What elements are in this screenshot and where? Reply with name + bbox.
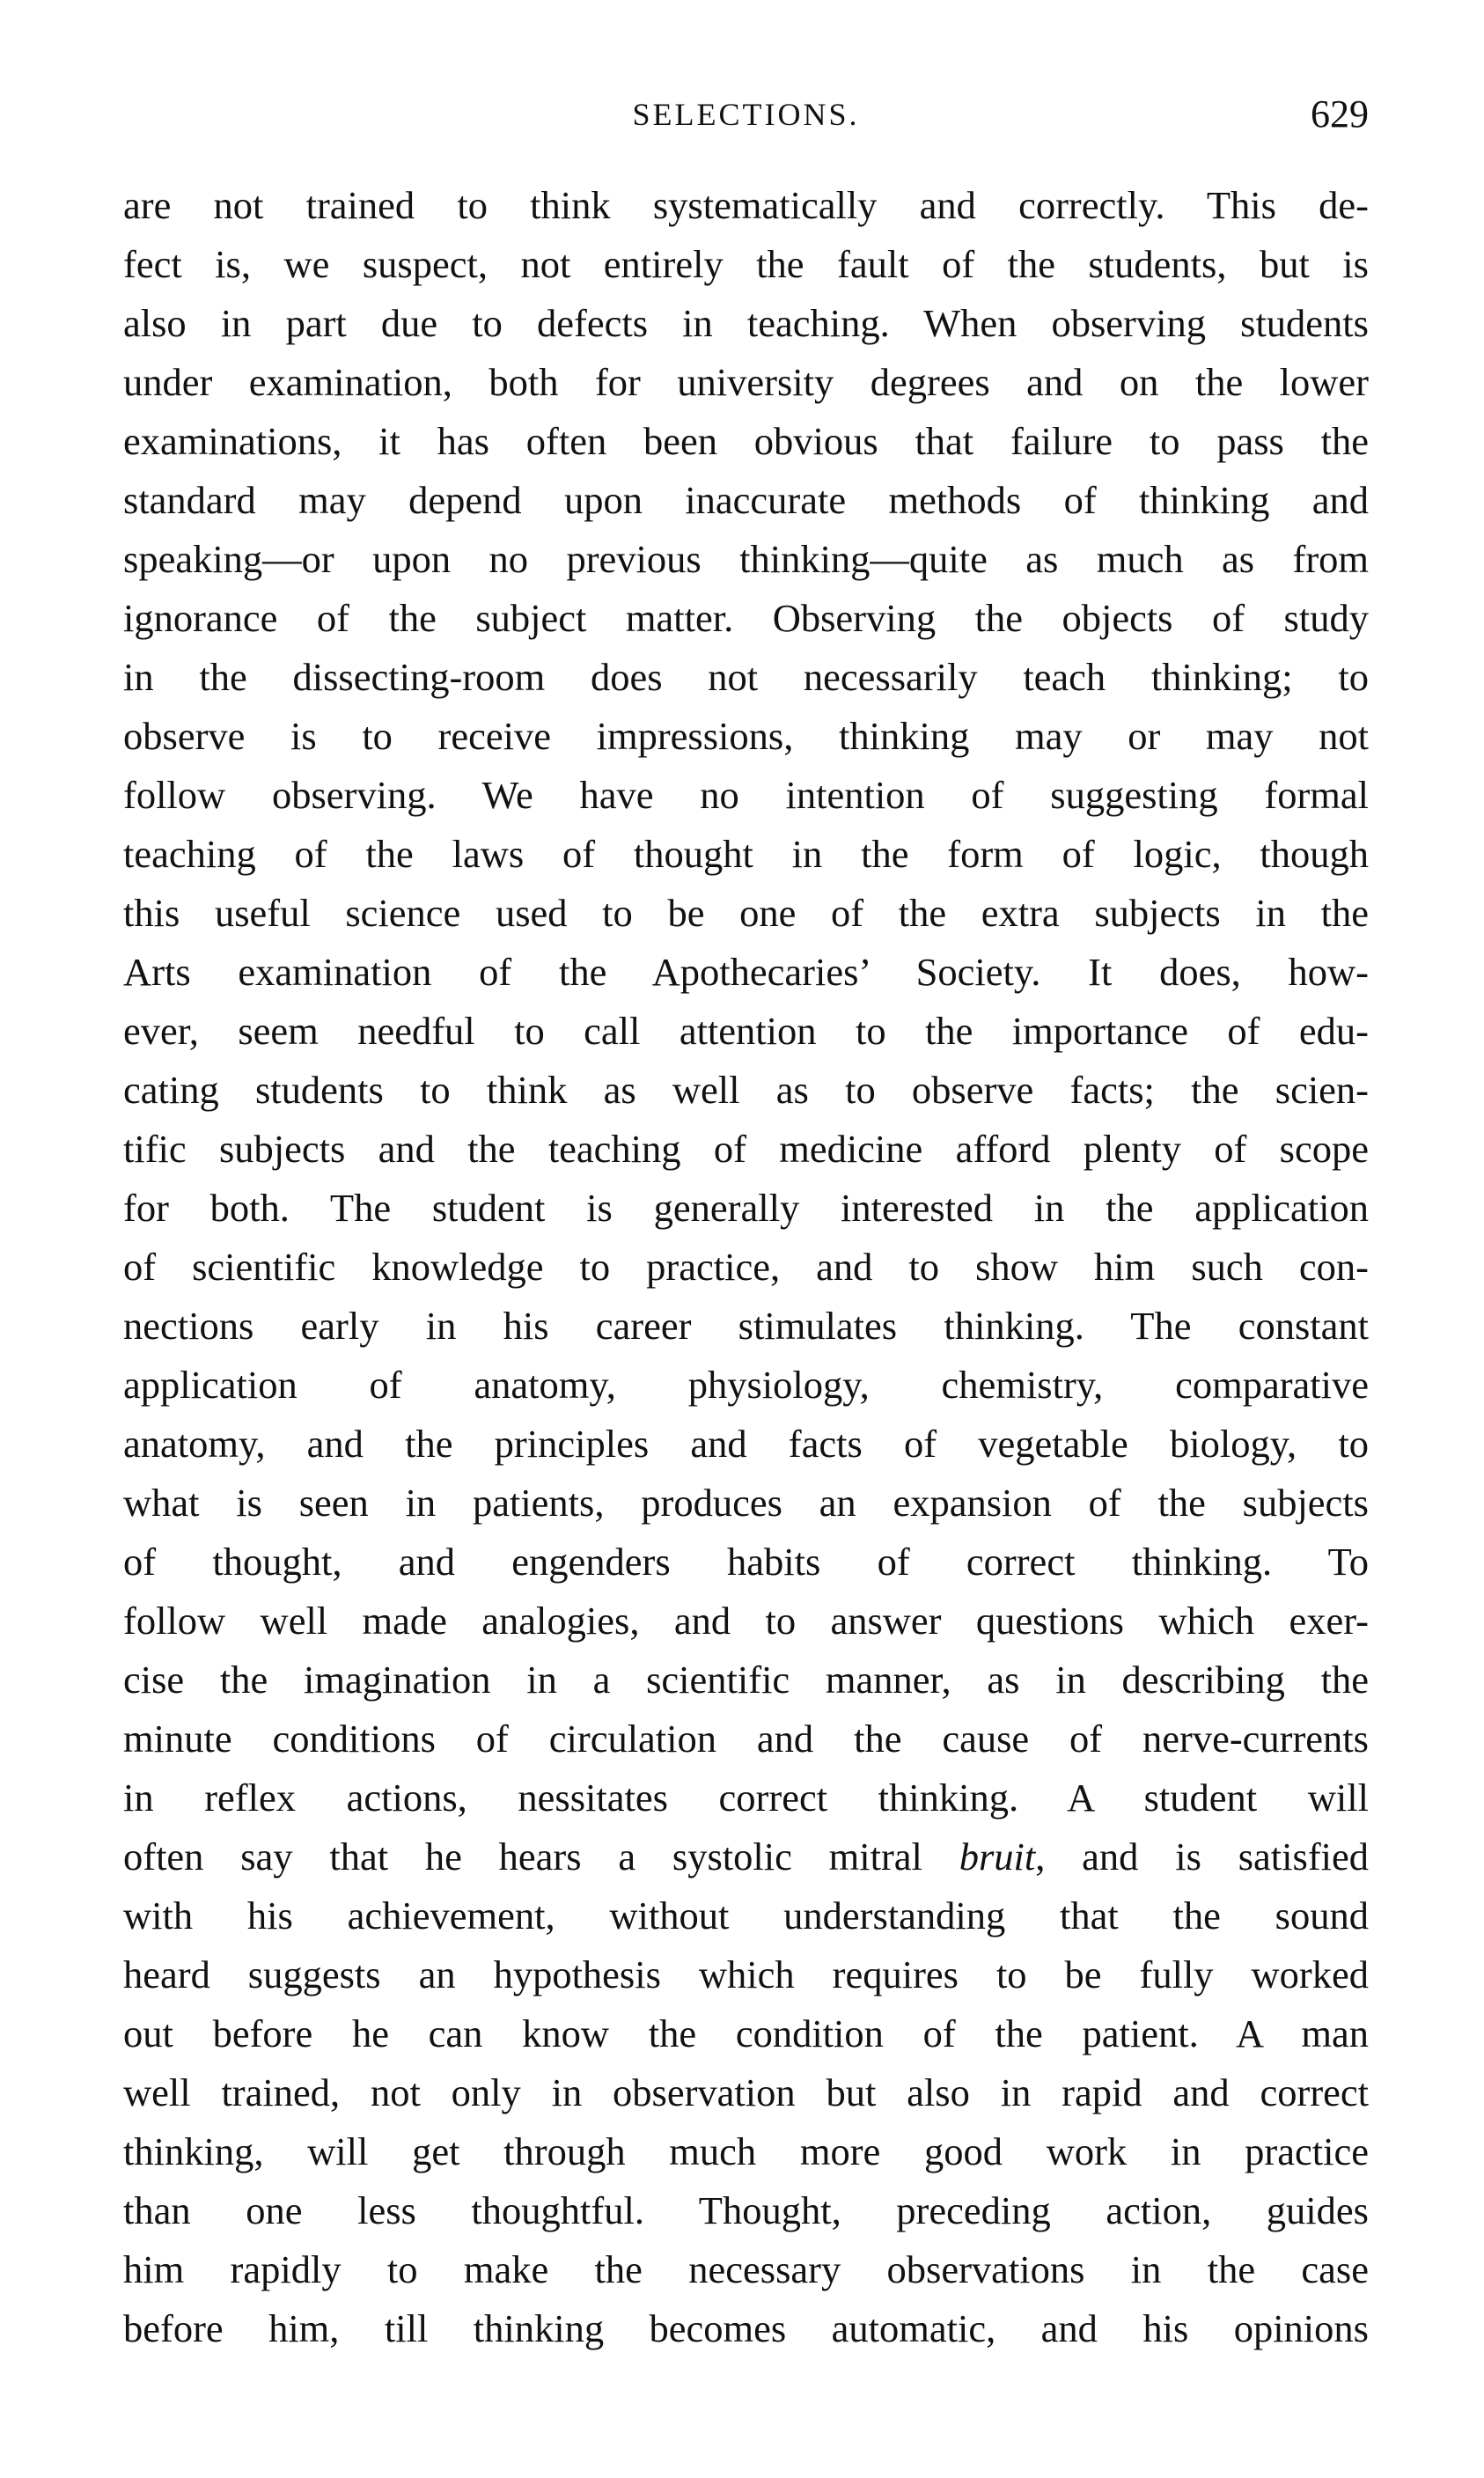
- text-line: follow well made analogies, and to answer questions which exer-: [123, 1599, 1369, 1643]
- text-line: nections early in his career stimulates thinking. The constant: [123, 1304, 1369, 1348]
- text-line: under examination, both for university degrees and on the lower: [123, 360, 1369, 404]
- text-line: out before he can know the condition of the patient. A man: [123, 2011, 1369, 2055]
- body-text: [123, 176, 1369, 2358]
- running-title: SELECTIONS.: [632, 97, 860, 132]
- text-line: him rapidly to make the necessary observations in the case: [123, 2247, 1369, 2291]
- text-line: speaking—or upon no previous thinking—quite as much as from: [123, 537, 1369, 581]
- text-line: well trained, not only in observation but also in rapid and correct: [123, 2070, 1369, 2114]
- text-line: teaching of the laws of thought in the form of logic, though: [123, 832, 1369, 876]
- text-line: with his achievement, without understanding that the sound: [123, 1893, 1369, 1938]
- text-line: heard suggests an hypothesis which requires to be fully worked: [123, 1952, 1369, 1996]
- text-line: standard may depend upon inaccurate methods of thinking and: [123, 478, 1369, 522]
- text-line: before him, till thinking becomes automatic, and his opinions: [123, 2306, 1369, 2350]
- text-line: tific subjects and the teaching of medicine afford plenty of scope: [123, 1127, 1369, 1171]
- text-line: fect is, we suspect, not entirely the fault of the students, but is: [123, 242, 1369, 286]
- text-line: minute conditions of circulation and the cause of nerve-currents: [123, 1717, 1369, 1761]
- text-line: application of anatomy, physiology, chemistry, comparative: [123, 1363, 1369, 1407]
- text-line: cise the imagination in a scientific manner, as in describing the: [123, 1658, 1369, 1702]
- text-line: are not trained to think systematically and correctly. This de-: [123, 183, 1369, 227]
- text-line: thinking, will get through much more good work in practice: [123, 2129, 1369, 2173]
- text-line: cating students to think as well as to observe facts; the scien-: [123, 1068, 1369, 1112]
- text-line: anatomy, and the principles and facts of vegetable biology, to: [123, 1422, 1369, 1466]
- page-number: 629: [1311, 92, 1369, 136]
- text-line: follow observing. We have no intention of suggesting formal: [123, 773, 1369, 817]
- text-line: often say that he hears a systolic mitral bruit, and is satisfied: [123, 1835, 1369, 1879]
- text-line: also in part due to defects in teaching. When observing students: [123, 301, 1369, 345]
- text-line: ignorance of the subject matter. Observing the objects of study: [123, 596, 1369, 640]
- running-head: [123, 88, 1369, 141]
- text-line: examinations, it has often been obvious that failure to pass the: [123, 419, 1369, 463]
- text-line: than one less thoughtful. Thought, preceding action, guides: [123, 2188, 1369, 2232]
- text-line: for both. The student is generally interested in the application: [123, 1186, 1369, 1230]
- text-line: Arts examination of the Apothecaries’ Society. It does, how-: [123, 950, 1369, 994]
- text-line: this useful science used to be one of the extra subjects in the: [123, 891, 1369, 935]
- text-line: in the dissecting-room does not necessarily teach thinking; to: [123, 655, 1369, 699]
- text-line: in reflex actions, nessitates correct thinking. A student will: [123, 1776, 1369, 1820]
- text-line: ever, seem needful to call attention to the importance of edu-: [123, 1009, 1369, 1053]
- text-line: observe is to receive impressions, thinking may or may not: [123, 714, 1369, 758]
- text-line: what is seen in patients, produces an expansion of the subjects: [123, 1481, 1369, 1525]
- text-line: of thought, and engenders habits of correct thinking. To: [123, 1540, 1369, 1584]
- text-line: of scientific knowledge to practice, and to show him such con-: [123, 1245, 1369, 1289]
